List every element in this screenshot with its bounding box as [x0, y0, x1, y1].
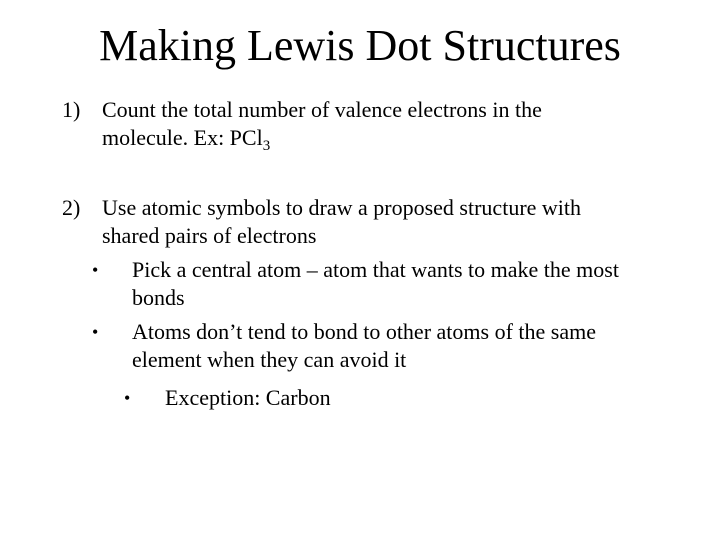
subsubitem-1-bullet: • [124, 388, 131, 408]
subitem-1-bullet: • [92, 260, 99, 280]
item-1-number: 1) [62, 97, 81, 122]
item-2-text: Use atomic symbols to draw a proposed structure with shared pairs of electrons [102, 195, 582, 248]
subitem-2-text: Atoms don’t tend to bond to other atoms of the same element when they can avoid it [132, 319, 596, 372]
item-2-number: 2) [62, 195, 81, 220]
subitem-1-text: Pick a central atom – atom that wants to make the most bonds [132, 257, 619, 310]
slide-title: Making Lewis Dot Structures [99, 21, 621, 70]
item-1-text-main: Count the total number of valence electrons in the molecule. Ex: PCl [102, 97, 542, 150]
subsubitem-1-text: Exception: Carbon [165, 385, 331, 410]
item-1-formula-subscript: 3 [262, 138, 271, 154]
subitem-2-bullet: • [92, 322, 99, 342]
item-1-text [102, 96, 602, 152]
